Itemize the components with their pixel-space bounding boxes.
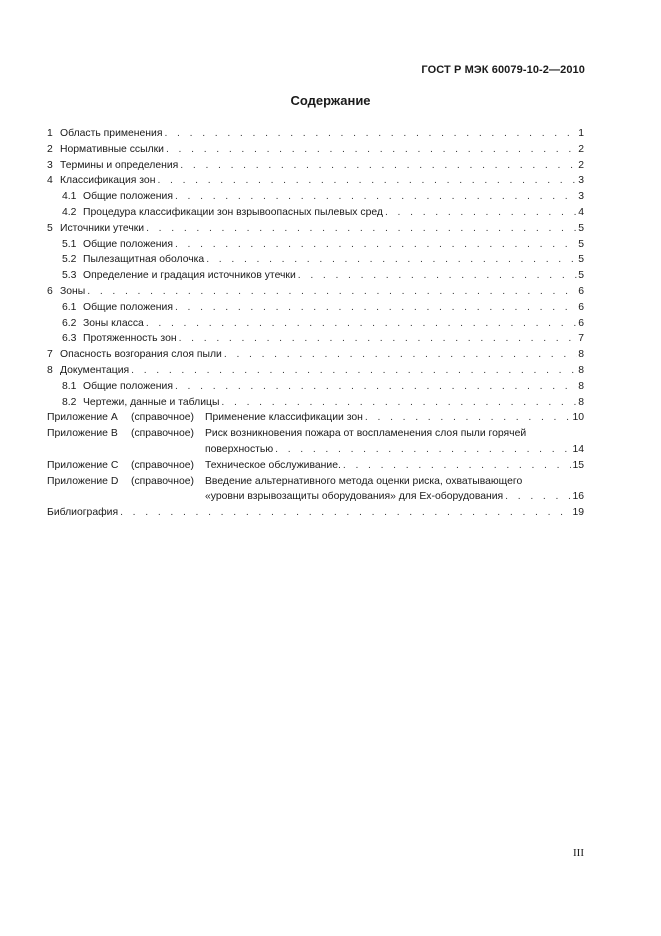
toc-appendix[interactable] <box>47 426 584 458</box>
appendix-title-line1: Применение классификации зон <box>205 412 363 424</box>
leader-dots <box>146 316 577 332</box>
toc-entry-page: 10 <box>572 412 584 424</box>
toc-entry-number: 4.2 <box>62 206 77 218</box>
toc-entry-text: Определение и градация источников утечки <box>83 270 296 282</box>
toc-entries <box>47 126 584 410</box>
appendix-title-line1: Техническое обслуживание. <box>205 459 341 471</box>
toc-entry-text: Зоны <box>60 285 86 297</box>
leader-dots <box>175 300 577 316</box>
standard-header: ГОСТ Р МЭК 60079-10-2—2010 <box>421 64 585 76</box>
toc-entry-label <box>47 158 180 174</box>
toc-entry-text: Источники утечки <box>60 222 145 234</box>
appendix-title-line1: Риск возникновения пожара от воспламенения слоя пыли горячей <box>205 428 527 440</box>
toc-entry-page: 8 <box>578 380 584 392</box>
toc-entry-number: 6.3 <box>62 333 77 345</box>
toc-entry-text: Процедура классификации зон взрывоопасных пылевых сред <box>83 206 383 218</box>
toc-entry[interactable] <box>47 347 584 363</box>
toc-entry[interactable] <box>47 316 584 332</box>
toc-entry[interactable] <box>47 142 584 158</box>
leader-dots <box>131 363 577 379</box>
leader-dots <box>175 379 577 395</box>
toc-entry[interactable] <box>47 395 584 411</box>
toc-entry-text: Библиография <box>47 507 119 519</box>
leader-dots <box>505 489 571 505</box>
toc-entry-page: 8 <box>578 364 584 376</box>
toc-entry-page: 6 <box>578 301 584 313</box>
toc-entry-text: Общие положения <box>83 301 173 313</box>
leader-dots <box>365 410 572 426</box>
toc-entry[interactable] <box>47 237 584 253</box>
leader-dots <box>298 268 577 284</box>
leader-dots <box>224 347 577 363</box>
toc-entry-number: 5 <box>47 222 53 234</box>
toc-entry-label <box>47 173 157 189</box>
toc-entry-page: 6 <box>578 317 584 329</box>
appendix-kind: (справочное) <box>131 428 194 440</box>
toc-entry-number: 2 <box>47 143 53 155</box>
appendix-title-line2: поверхностью <box>205 443 274 455</box>
toc-entry[interactable] <box>47 331 584 347</box>
toc-entry-text: Протяженность зон <box>83 333 177 345</box>
toc-entry-label <box>47 221 146 237</box>
toc-entry-page: 15 <box>572 459 584 471</box>
toc-entry-text: Опасность возгорания слоя пыли <box>60 349 222 361</box>
toc-entry[interactable] <box>47 252 584 268</box>
toc-entry-text: Документация <box>60 364 130 376</box>
toc-entry-page: 2 <box>578 143 584 155</box>
toc-entry-page: 5 <box>578 270 584 282</box>
toc-entry[interactable] <box>47 173 584 189</box>
toc-entry-page: 7 <box>578 333 584 345</box>
toc-entry-page: 3 <box>578 175 584 187</box>
toc-entry-label <box>47 347 224 363</box>
toc-entry-number: 1 <box>47 128 53 139</box>
toc-entry-label <box>62 268 298 284</box>
toc-entry-page: 5 <box>578 222 584 234</box>
leader-dots <box>120 505 571 521</box>
toc-entry-text: Чертежи, данные и таблицы <box>83 396 220 408</box>
leader-dots <box>179 331 578 347</box>
toc-entry-page: 8 <box>578 396 584 408</box>
leader-dots <box>206 252 577 268</box>
table-of-contents <box>47 126 584 521</box>
toc-appendix[interactable] <box>47 410 584 426</box>
toc-entry-label <box>47 126 164 142</box>
toc-entry[interactable] <box>47 126 584 142</box>
toc-entry-label <box>62 252 206 268</box>
toc-appendix[interactable] <box>47 458 584 474</box>
toc-entry[interactable] <box>47 379 584 395</box>
toc-entry-label <box>62 331 179 347</box>
toc-entry-number: 6.2 <box>62 317 77 329</box>
toc-title: Содержание <box>290 93 371 108</box>
toc-entry-number: 8 <box>47 364 53 376</box>
toc-entry[interactable] <box>47 158 584 174</box>
appendix-label: Приложение D <box>47 475 119 487</box>
page-number: III <box>573 847 584 859</box>
toc-entry-label <box>62 395 221 411</box>
toc-entry[interactable] <box>47 284 584 300</box>
toc-entry-number: 7 <box>47 349 53 361</box>
toc-entry-number: 4.1 <box>62 191 77 203</box>
leader-dots <box>343 458 572 474</box>
toc-entry-page: 16 <box>572 491 584 503</box>
toc-entry-label <box>62 189 175 205</box>
toc-entry-number: 6 <box>47 285 53 297</box>
toc-entry[interactable] <box>47 205 584 221</box>
toc-appendix[interactable] <box>47 474 584 506</box>
toc-entry-text: Общие положения <box>83 380 173 392</box>
toc-entry-number: 5.1 <box>62 238 77 250</box>
toc-entry-number: 5.2 <box>62 254 77 266</box>
toc-entry-number: 4 <box>47 175 53 187</box>
toc-entry-text: Общие положения <box>83 238 173 250</box>
leader-dots <box>166 142 577 158</box>
toc-entry-text: Пылезащитная оболочка <box>83 254 205 266</box>
toc-entry-number: 3 <box>47 159 53 171</box>
leader-dots <box>175 237 577 253</box>
leader-dots <box>275 442 571 458</box>
toc-entry-number: 5.3 <box>62 270 77 282</box>
toc-entry-page: 1 <box>578 128 584 139</box>
toc-entry-label <box>47 363 131 379</box>
toc-entry-page: 4 <box>578 206 584 218</box>
appendix-kind: (справочное) <box>131 412 194 424</box>
appendix-title-line1: Введение альтернативного метода оценки риска, охватывающего <box>205 475 523 487</box>
toc-entry-text: Классификация зон <box>60 175 156 187</box>
toc-entry-label <box>62 205 385 221</box>
leader-dots <box>385 205 577 221</box>
toc-entry-label <box>62 300 175 316</box>
toc-entry-text: Нормативные ссылки <box>60 143 164 155</box>
toc-entry-page: 2 <box>578 159 584 171</box>
toc-entry-number: 8.1 <box>62 380 77 392</box>
toc-entry-text: Область применения <box>60 128 163 139</box>
toc-entry-text: Общие положения <box>83 191 173 203</box>
appendix-body <box>205 426 584 458</box>
toc-entry-bibliography[interactable] <box>47 505 584 521</box>
toc-entry-label <box>47 142 166 158</box>
appendix-kind: (справочное) <box>131 475 194 487</box>
appendix-body <box>205 474 584 506</box>
appendix-label: Приложение В <box>47 428 118 440</box>
toc-entry-text: Термины и определения <box>60 159 179 171</box>
leader-dots <box>221 395 577 411</box>
appendix-title-line2: «уровни взрывозащиты оборудования» для Ех-оборудования <box>205 491 504 503</box>
toc-entry-page: 5 <box>578 238 584 250</box>
toc-entry-page: 6 <box>578 285 584 297</box>
toc-entry-label <box>62 237 175 253</box>
toc-entry-number: 6.1 <box>62 301 77 313</box>
toc-entry-page: 14 <box>572 443 584 455</box>
toc-entry-page: 19 <box>572 507 584 519</box>
toc-entry-page: 3 <box>578 191 584 203</box>
toc-entry-number: 8.2 <box>62 396 77 408</box>
leader-dots <box>180 158 577 174</box>
toc-entry-label <box>62 316 146 332</box>
appendix-label: Приложение С <box>47 459 119 471</box>
leader-dots <box>175 189 577 205</box>
toc-appendices <box>47 410 584 505</box>
leader-dots <box>87 284 577 300</box>
leader-dots <box>157 173 577 189</box>
leader-dots <box>164 126 577 142</box>
appendix-body <box>205 458 584 474</box>
appendix-kind: (справочное) <box>131 459 194 471</box>
appendix-body <box>205 410 584 426</box>
toc-entry[interactable] <box>47 300 584 316</box>
toc-entry-label <box>62 379 175 395</box>
toc-entry-page: 8 <box>578 349 584 361</box>
toc-entry[interactable] <box>47 268 584 284</box>
leader-dots <box>146 221 577 237</box>
toc-entry-page: 5 <box>578 254 584 266</box>
toc-entry-label <box>47 284 87 300</box>
toc-entry[interactable] <box>47 221 584 237</box>
appendix-label: Приложение А <box>47 412 118 424</box>
toc-entry[interactable] <box>47 363 584 379</box>
toc-entry-text: Зоны класса <box>83 317 144 329</box>
toc-entry[interactable] <box>47 189 584 205</box>
